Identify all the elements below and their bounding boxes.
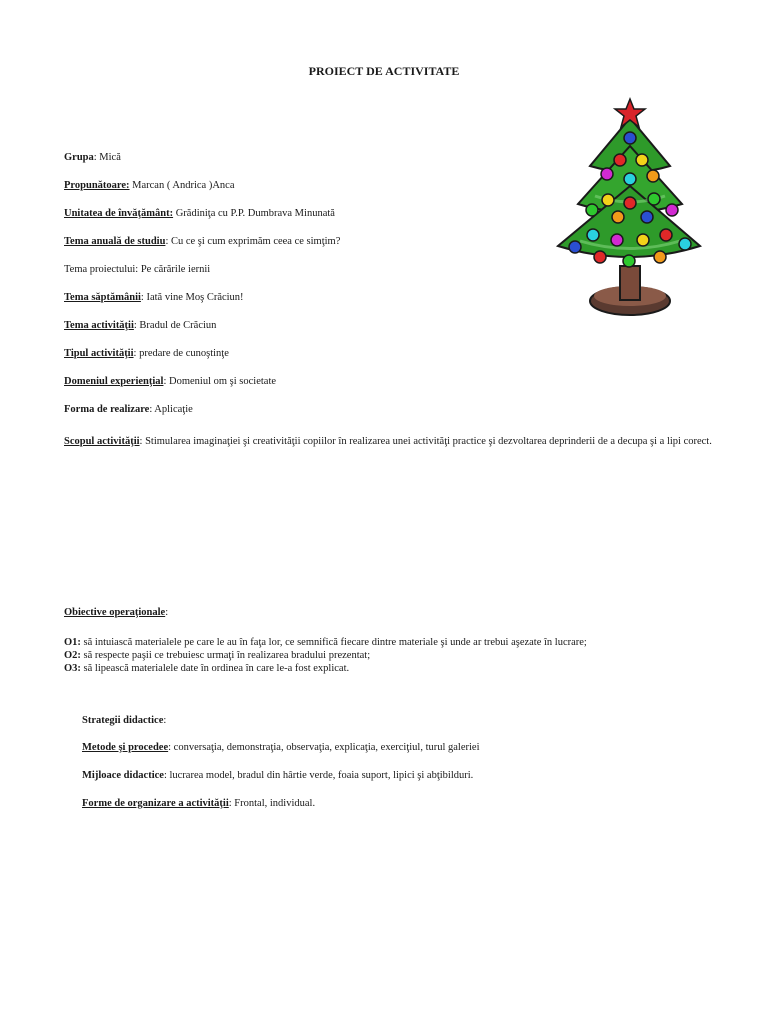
field-label: Tema săptămânii <box>64 292 141 303</box>
field-domeniul <box>64 376 276 387</box>
objective-code: O3: <box>64 663 81 674</box>
objectives-heading <box>64 607 168 618</box>
field-value: : Frontal, individual. <box>228 798 316 809</box>
field-scopul <box>64 432 714 452</box>
field-forme <box>82 798 315 809</box>
field-value: : predare de cunoştinţe <box>133 348 229 359</box>
field-label: Tema activităţii <box>64 320 134 331</box>
field-value: Marcan ( Andrica )Anca <box>129 180 235 191</box>
objectives-heading-label: Obiective operaţionale <box>64 607 166 618</box>
strategies-heading-label: Strategii didactice <box>82 715 164 726</box>
field-tema-proiect <box>64 264 210 275</box>
field-propunatoare <box>64 180 234 191</box>
field-tema-activitatii <box>64 320 216 331</box>
field-label: Forme de organizare a activităţii <box>82 798 229 809</box>
document-title: PROIECT DE ACTIVITATE <box>308 64 460 78</box>
objective-code: O1: <box>64 637 81 648</box>
field-value: : Pe cărările iernii <box>135 264 211 275</box>
field-metode <box>82 742 480 753</box>
field-value: : Cu ce şi cum exprimăm ceea ce simţim? <box>165 236 341 247</box>
christmas-tree-icon <box>550 96 710 322</box>
field-tema-anuala <box>64 236 340 247</box>
field-label: Metode şi procedee <box>82 742 169 753</box>
field-value: : Mică <box>93 152 121 163</box>
field-value: : Bradul de Crăciun <box>133 320 217 331</box>
field-label: Tipul activităţii <box>64 348 134 359</box>
objectives-heading-colon: : <box>165 607 169 618</box>
strategies-heading-colon: : <box>163 715 167 726</box>
field-value: : conversaţia, demonstraţia, observaţia, explicaţia, exerciţiul, turul galeriei <box>168 742 480 753</box>
strategies-heading <box>82 715 166 726</box>
field-unitatea <box>64 208 335 219</box>
field-value: : Domeniul om şi societate <box>163 376 277 387</box>
objective-item <box>64 662 349 675</box>
field-label: Tema anuală de studiu <box>64 236 166 247</box>
objective-text: să respecte paşii ce trebuiesc urmaţi în realizarea bradului prezentat; <box>80 650 371 661</box>
field-tipul <box>64 348 229 359</box>
field-label: Scopul activităţii <box>64 436 140 447</box>
field-tema-saptamanii <box>64 292 244 303</box>
field-grupa <box>64 152 121 163</box>
field-value: : lucrarea model, bradul din hârtie verde, foaia suport, lipici şi abţibilduri. <box>163 770 474 781</box>
field-value: : Aplicaţie <box>149 404 193 415</box>
objective-text: să lipească materialele date în ordinea în care le-a fost explicat. <box>80 663 350 674</box>
objective-item <box>64 649 370 662</box>
field-value: : Stimularea imaginaţiei şi creativităţii copiilor în realizarea unei activităţi practice şi dezvoltarea deprinderii de a decupa şi a lipi corect. <box>139 436 712 447</box>
field-label: Mijloace didactice <box>82 770 164 781</box>
field-label: Domeniul experienţial <box>64 376 164 387</box>
field-label: Propunătoare: <box>64 180 130 191</box>
objective-text: să intuiască materialele pe care le au în faţa lor, ce semnifică fiecare dintre materiale şi unde ar trebui aşezate în lucrare; <box>80 637 587 648</box>
field-value: Grădiniţa cu P.P. Dumbrava Minunată <box>173 208 335 219</box>
field-label: Forma de realizare <box>64 404 150 415</box>
field-label: Unitatea de învăţământ: <box>64 208 174 219</box>
field-forma <box>64 404 193 415</box>
field-label: Grupa <box>64 152 94 163</box>
field-label: Tema proiectului <box>64 264 136 275</box>
field-value: : Iată vine Moş Crăciun! <box>140 292 244 303</box>
objective-item <box>64 636 587 649</box>
field-mijloace <box>82 770 473 781</box>
objective-code: O2: <box>64 650 81 661</box>
